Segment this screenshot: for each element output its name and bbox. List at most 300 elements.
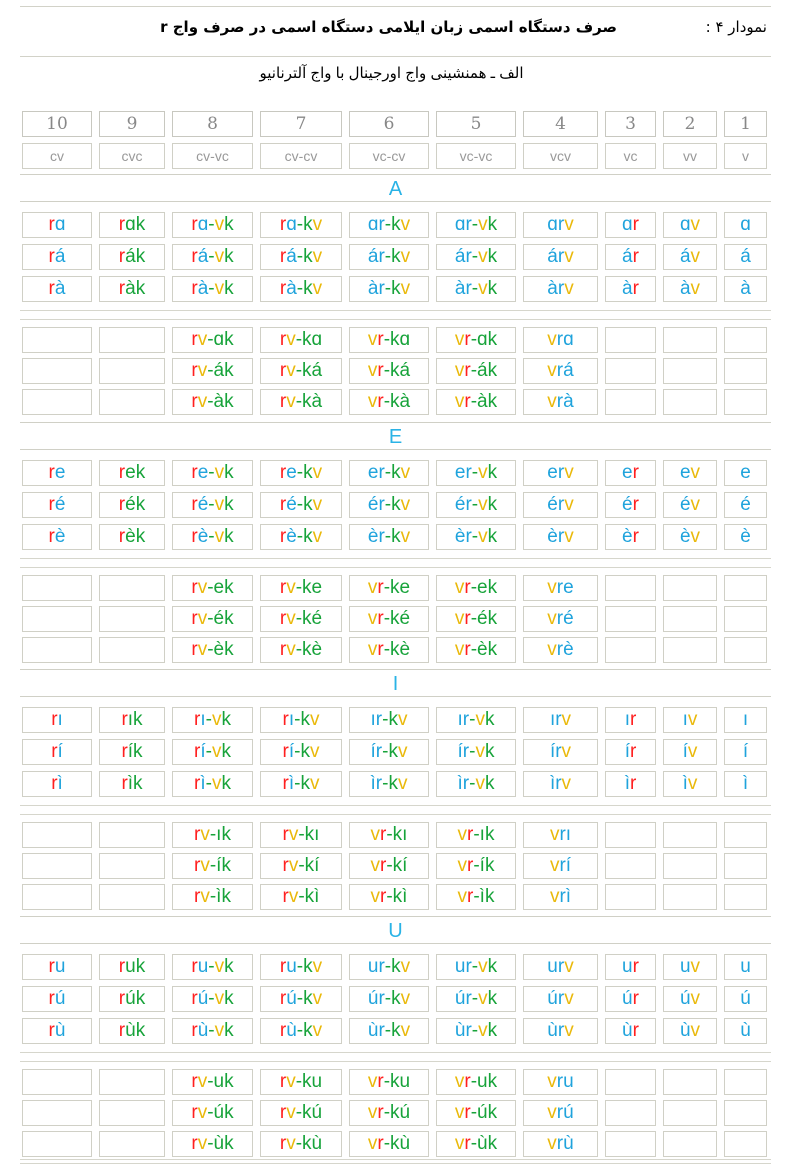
form-cell — [172, 1018, 253, 1044]
empty-cell — [22, 884, 92, 910]
form-segment: v — [400, 526, 411, 547]
form-cell — [605, 739, 656, 765]
form-segment: -k — [384, 214, 401, 235]
form-segment: ù — [740, 1020, 751, 1041]
form-segment: r — [191, 214, 198, 235]
form-segment: r — [279, 526, 287, 547]
form-segment: v — [457, 855, 468, 876]
form-cell — [172, 212, 253, 238]
form-segment: v — [288, 855, 299, 876]
form-segment: r — [464, 608, 471, 629]
form-segment: -k — [294, 741, 310, 762]
form-segment: - — [471, 462, 479, 483]
form-segment: v — [690, 956, 701, 977]
form-segment: v — [197, 1102, 208, 1123]
form-cell — [724, 524, 767, 550]
form-segment: v — [200, 855, 210, 876]
form-segment: r — [377, 608, 384, 629]
form-cell — [172, 460, 253, 486]
empty-cell — [663, 1069, 717, 1095]
form-segment: ír — [549, 741, 562, 762]
form-segment: r — [377, 639, 384, 660]
form-segment: r — [632, 1020, 639, 1041]
form-segment: r — [632, 462, 639, 483]
section-header: U — [20, 916, 771, 944]
form-segment: r — [279, 1133, 287, 1154]
form-segment: ér — [454, 494, 472, 515]
form-segment: r — [467, 824, 474, 845]
alt-form-cell — [349, 575, 429, 601]
form-segment: r — [279, 1102, 287, 1123]
form-segment: ré — [556, 608, 574, 629]
form-segment: àr — [454, 278, 472, 299]
form-segment: ér — [547, 494, 565, 515]
form-segment: -ke — [295, 577, 323, 598]
form-segment: -uk — [470, 1071, 498, 1092]
form-segment: v — [214, 494, 225, 515]
alt-form-cell — [523, 358, 598, 384]
empty-cell — [22, 1069, 92, 1095]
form-segment: ɑk — [125, 214, 146, 235]
form-cell — [724, 986, 767, 1012]
form-segment: r — [282, 824, 289, 845]
form-cell — [260, 460, 342, 486]
column-number: 1 — [724, 111, 767, 137]
form-cell — [523, 244, 598, 270]
alt-form-cell — [172, 606, 253, 632]
form-segment: ùr — [547, 1020, 565, 1041]
form-segment: é — [197, 494, 209, 515]
form-segment: v — [475, 773, 485, 794]
form-segment: v — [211, 741, 222, 762]
form-segment: ı — [742, 709, 749, 730]
column-pattern: cv-cv — [260, 143, 342, 169]
form-segment: -ák — [470, 360, 498, 381]
top-rule — [20, 6, 771, 7]
form-segment: ɑ — [740, 214, 751, 235]
empty-cell — [22, 853, 92, 879]
form-segment: r — [48, 494, 55, 515]
form-segment: v — [454, 577, 465, 598]
form-segment: v — [564, 278, 574, 299]
form-segment: v — [457, 886, 468, 907]
form-segment: v — [564, 1020, 574, 1041]
figure-heading — [24, 8, 767, 52]
form-segment: r — [632, 214, 639, 235]
empty-cell — [663, 1131, 717, 1157]
form-segment: ì — [682, 773, 688, 794]
form-cell — [172, 492, 253, 518]
form-segment: í — [682, 741, 688, 762]
form-segment: ur — [367, 956, 385, 977]
form-segment: v — [370, 855, 381, 876]
form-segment: - — [208, 1020, 215, 1041]
form-segment: er — [547, 462, 565, 483]
form-segment: e — [679, 462, 691, 483]
form-segment: v — [454, 608, 465, 629]
form-segment: v — [690, 494, 701, 515]
form-segment: r — [464, 360, 471, 381]
form-cell — [436, 460, 516, 486]
form-cell — [172, 244, 253, 270]
form-segment: -kı — [298, 824, 320, 845]
form-segment: -ké — [295, 608, 323, 629]
form-segment: v — [690, 988, 701, 1009]
form-segment: -kı — [386, 824, 408, 845]
form-segment: à — [197, 278, 209, 299]
form-segment: r — [118, 462, 126, 483]
form-segment: uk — [125, 956, 146, 977]
form-segment: v — [400, 246, 411, 267]
form-segment: v — [564, 988, 574, 1009]
form-segment: r — [194, 741, 201, 762]
form-segment: r — [48, 246, 55, 267]
form-segment: rù — [556, 1133, 574, 1154]
form-segment: ì — [57, 773, 63, 794]
form-segment: r — [191, 278, 198, 299]
form-segment: r — [118, 246, 126, 267]
empty-cell — [605, 853, 656, 879]
empty-cell — [663, 358, 717, 384]
form-segment: v — [288, 886, 299, 907]
form-cell — [349, 954, 429, 980]
alt-form-cell — [523, 389, 598, 415]
form-segment: r — [51, 709, 58, 730]
alt-form-cell — [436, 327, 516, 353]
form-segment: -kè — [295, 639, 323, 660]
form-segment: v — [690, 214, 701, 235]
alt-form-cell — [349, 637, 429, 663]
form-segment: r — [279, 391, 287, 412]
form-segment: è — [622, 526, 633, 547]
form-segment: v — [214, 278, 225, 299]
form-segment: v — [457, 824, 468, 845]
form-cell — [663, 492, 717, 518]
form-segment: - — [208, 246, 215, 267]
empty-cell — [605, 389, 656, 415]
form-segment: r — [191, 639, 198, 660]
empty-cell — [22, 358, 92, 384]
form-segment: r — [118, 1020, 126, 1041]
empty-cell — [663, 637, 717, 663]
form-segment: èr — [367, 526, 385, 547]
alt-form-cell — [523, 606, 598, 632]
form-segment: r — [191, 391, 198, 412]
form-segment: k — [224, 214, 234, 235]
form-segment: r — [194, 709, 201, 730]
form-segment: v — [397, 709, 408, 730]
form-cell — [605, 460, 656, 486]
empty-cell — [663, 884, 717, 910]
form-segment: r — [51, 773, 58, 794]
form-segment: v — [197, 577, 208, 598]
form-segment: -k — [384, 494, 401, 515]
form-segment: - — [469, 773, 476, 794]
form-segment: r — [279, 956, 287, 977]
empty-cell — [99, 1131, 165, 1157]
column-pattern: vcv — [523, 143, 598, 169]
form-segment: k — [487, 526, 498, 547]
alt-form-cell — [436, 606, 516, 632]
form-segment: àr — [367, 278, 385, 299]
form-segment: -ku — [383, 1071, 411, 1092]
form-segment: ru — [556, 1071, 574, 1092]
form-segment: r — [48, 1020, 55, 1041]
form-segment: - — [471, 214, 479, 235]
form-segment: -k — [296, 246, 313, 267]
form-cell — [349, 276, 429, 302]
form-segment: í — [624, 741, 630, 762]
form-segment: ek — [125, 462, 146, 483]
form-cell — [260, 524, 342, 550]
empty-cell — [724, 1131, 767, 1157]
form-segment: v — [549, 824, 560, 845]
form-segment: -k — [294, 773, 310, 794]
column-pattern: v — [724, 143, 767, 169]
form-segment: r — [464, 639, 471, 660]
form-segment: v — [286, 360, 296, 381]
form-segment: á — [622, 246, 633, 267]
form-segment: é — [54, 494, 66, 515]
form-segment: -ká — [383, 360, 411, 381]
form-segment: v — [478, 1020, 488, 1041]
form-segment: v — [454, 1071, 465, 1092]
form-segment: r — [279, 329, 287, 350]
figure-page — [20, 6, 771, 1164]
form-cell — [260, 244, 342, 270]
empty-cell — [605, 327, 656, 353]
form-segment: k — [224, 956, 234, 977]
form-segment: ì — [624, 773, 630, 794]
form-segment: v — [547, 639, 557, 660]
form-cell — [22, 492, 92, 518]
form-segment: ú — [740, 988, 751, 1009]
form-segment: r — [279, 214, 287, 235]
form-cell — [523, 1018, 598, 1044]
form-cell — [436, 276, 516, 302]
form-segment: ɑ — [286, 214, 297, 235]
form-cell — [724, 460, 767, 486]
form-segment: r — [48, 988, 55, 1009]
empty-cell — [605, 358, 656, 384]
row-spacer — [20, 558, 771, 568]
form-cell — [663, 244, 717, 270]
form-segment: r — [632, 246, 639, 267]
form-segment: - — [469, 741, 476, 762]
form-cell — [99, 212, 165, 238]
form-segment: k — [224, 988, 234, 1009]
form-segment: - — [208, 214, 215, 235]
form-cell — [523, 771, 598, 797]
empty-cell — [22, 327, 92, 353]
form-cell — [605, 707, 656, 733]
form-segment: - — [471, 246, 479, 267]
form-segment: r — [279, 1020, 287, 1041]
form-segment: ùk — [125, 1020, 146, 1041]
form-segment: rí — [559, 855, 572, 876]
form-segment: -k — [384, 1020, 401, 1041]
form-cell — [436, 212, 516, 238]
alt-form-cell — [523, 575, 598, 601]
form-segment: e — [54, 462, 66, 483]
form-segment: r — [118, 956, 126, 977]
form-cell — [724, 954, 767, 980]
form-segment: r — [191, 1133, 198, 1154]
form-cell — [605, 244, 656, 270]
form-cell — [172, 739, 253, 765]
form-segment: è — [740, 526, 751, 547]
form-segment: r — [632, 956, 639, 977]
form-segment: é — [679, 494, 691, 515]
form-segment: v — [564, 246, 574, 267]
column-number: 2 — [663, 111, 717, 137]
form-segment: k — [224, 462, 234, 483]
form-segment: rı — [559, 824, 572, 845]
alt-form-cell — [523, 1100, 598, 1126]
form-cell — [663, 771, 717, 797]
form-segment: v — [478, 462, 488, 483]
form-segment: ù — [54, 1020, 66, 1041]
form-segment: - — [208, 278, 215, 299]
form-segment: -ák — [207, 360, 234, 381]
form-segment: -ìk — [209, 886, 231, 907]
form-segment: - — [208, 956, 215, 977]
alt-form-cell — [523, 327, 598, 353]
form-segment: -àk — [470, 391, 498, 412]
column-number: 6 — [349, 111, 429, 137]
empty-cell — [663, 575, 717, 601]
form-segment: à — [679, 278, 691, 299]
form-segment: -kú — [295, 1102, 323, 1123]
form-segment: -k — [382, 741, 398, 762]
column-number: 3 — [605, 111, 656, 137]
form-segment: v — [286, 1071, 296, 1092]
form-cell — [99, 1018, 165, 1044]
form-segment: k — [484, 773, 495, 794]
form-cell — [436, 707, 516, 733]
form-segment: r — [194, 773, 201, 794]
form-cell — [172, 771, 253, 797]
form-segment: -ùk — [470, 1133, 498, 1154]
empty-cell — [605, 606, 656, 632]
form-segment: v — [312, 956, 323, 977]
form-cell — [724, 276, 767, 302]
form-segment: r — [118, 988, 126, 1009]
form-segment: v — [564, 526, 574, 547]
form-segment: v — [454, 1102, 465, 1123]
form-cell — [663, 1018, 717, 1044]
form-segment: v — [400, 494, 411, 515]
form-cell — [724, 771, 767, 797]
section-header: I — [20, 669, 771, 697]
alt-form-cell — [436, 822, 516, 848]
form-segment: ár — [367, 246, 385, 267]
form-segment: r — [191, 1102, 198, 1123]
form-segment: -k — [384, 246, 401, 267]
form-segment: r — [377, 1071, 384, 1092]
form-segment: r — [279, 639, 287, 660]
alt-form-cell — [436, 575, 516, 601]
form-segment: - — [208, 526, 215, 547]
form-segment: v — [547, 1102, 557, 1123]
form-segment: ır — [549, 709, 562, 730]
form-cell — [724, 1018, 767, 1044]
form-segment: ùr — [367, 1020, 385, 1041]
page-subtitle: الف ـ همنشینی واج اورجینال با واج آلترنانیو — [259, 65, 524, 82]
form-segment: k — [484, 741, 495, 762]
form-cell — [99, 954, 165, 980]
form-segment: r — [464, 1133, 471, 1154]
empty-cell — [22, 606, 92, 632]
form-cell — [172, 524, 253, 550]
form-cell — [605, 492, 656, 518]
form-segment: ák — [125, 246, 146, 267]
form-segment: r — [48, 956, 55, 977]
form-cell — [99, 492, 165, 518]
form-segment: -k — [296, 1020, 313, 1041]
form-segment: v — [547, 608, 557, 629]
form-segment: v — [214, 246, 225, 267]
alt-form-cell — [436, 853, 516, 879]
form-segment: -kú — [383, 1102, 411, 1123]
form-segment: ù — [679, 1020, 691, 1041]
form-segment: á — [286, 246, 297, 267]
form-segment: ár — [547, 246, 565, 267]
form-cell — [99, 739, 165, 765]
form-cell — [349, 1018, 429, 1044]
empty-cell — [724, 1069, 767, 1095]
form-segment: v — [478, 494, 488, 515]
form-segment: r — [464, 329, 471, 350]
form-segment: k — [487, 988, 498, 1009]
form-segment: r — [48, 214, 55, 235]
form-segment: v — [367, 577, 378, 598]
alt-form-cell — [349, 1069, 429, 1095]
form-segment: -k — [382, 709, 398, 730]
form-segment: v — [690, 246, 701, 267]
column-pattern: vc-vc — [436, 143, 516, 169]
form-segment: -k — [296, 214, 313, 235]
form-segment: ù — [197, 1020, 209, 1041]
form-segment: -k — [384, 462, 401, 483]
form-segment: v — [197, 1071, 208, 1092]
alt-form-cell — [260, 389, 342, 415]
form-segment: v — [547, 577, 557, 598]
form-segment: -ku — [295, 1071, 323, 1092]
form-segment: e — [622, 462, 633, 483]
form-segment: -ke — [383, 577, 411, 598]
empty-cell — [724, 637, 767, 663]
form-segment: k — [224, 526, 234, 547]
form-segment: v — [564, 214, 574, 235]
form-segment: v — [690, 526, 701, 547]
empty-cell — [605, 1100, 656, 1126]
title-rule — [20, 56, 771, 57]
form-cell — [260, 707, 342, 733]
alt-form-cell — [172, 1069, 253, 1095]
form-segment: v — [286, 1102, 296, 1123]
form-segment: v — [312, 988, 323, 1009]
form-cell — [663, 986, 717, 1012]
form-segment: r — [377, 360, 384, 381]
form-segment: v — [370, 824, 381, 845]
form-cell — [605, 771, 656, 797]
form-segment: é — [286, 494, 297, 515]
form-segment: r — [191, 956, 198, 977]
form-cell — [724, 707, 767, 733]
form-cell — [260, 771, 342, 797]
form-segment: r — [191, 246, 198, 267]
